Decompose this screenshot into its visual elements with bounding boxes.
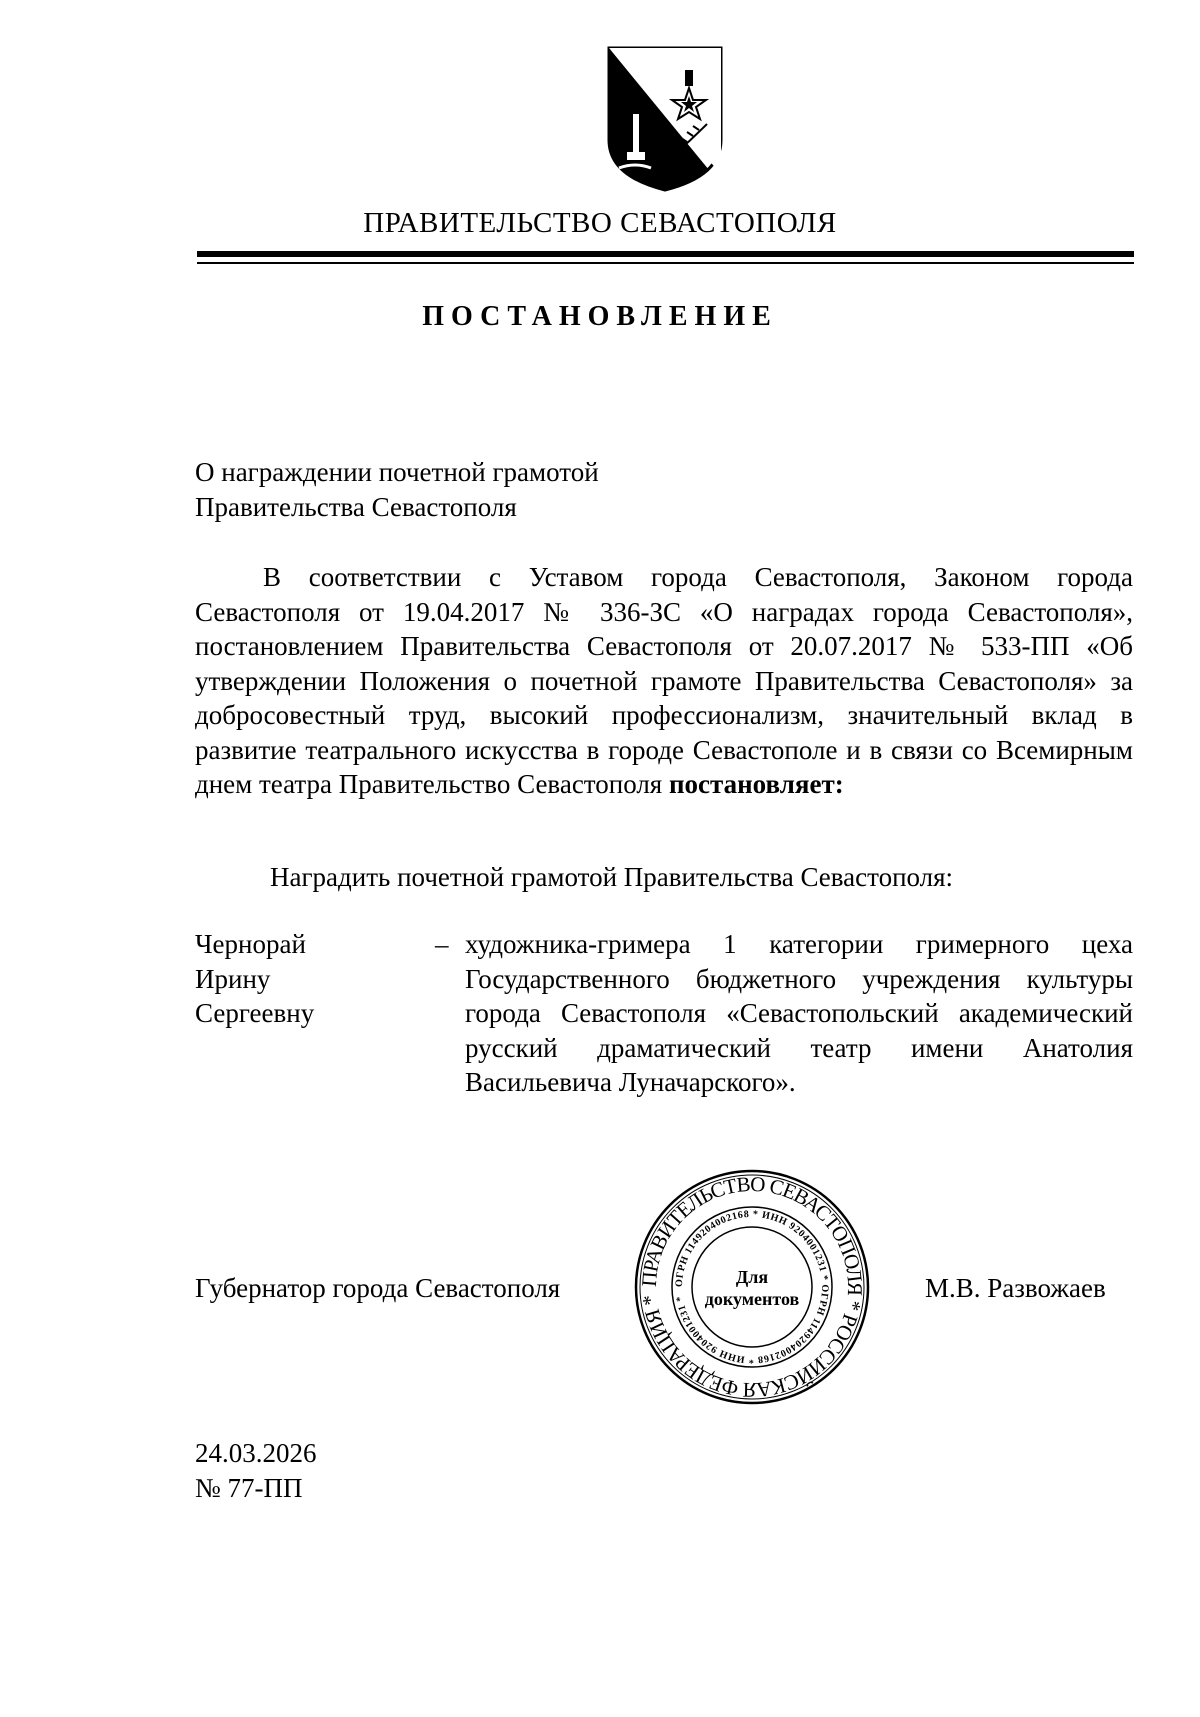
awardee-dash: –	[435, 929, 449, 959]
subject-line-1: О награждении почетной грамотой	[195, 457, 599, 487]
official-seal-stamp	[633, 1168, 871, 1406]
subject-line-2: Правительства Севастополя	[195, 492, 517, 522]
awardee-full-name	[195, 927, 314, 1031]
awardee-first-name: Ирину	[195, 963, 271, 994]
decree-word: постановляет:	[668, 769, 844, 799]
signatory-position: Губернатор города Севастополя	[195, 1273, 561, 1303]
sevastopol-coat-of-arms-icon	[605, 44, 725, 192]
header-rule-thin	[197, 262, 1134, 264]
document-type-heading: ПОСТАНОВЛЕНИЕ	[422, 301, 778, 332]
seal-center-line-1: Для	[735, 1267, 769, 1287]
document-number: № 77-ПП	[195, 1473, 303, 1503]
signatory-name: М.В. Развожаев	[925, 1273, 1106, 1303]
awardee-surname: Чернорай	[195, 929, 306, 959]
seal-center-line-2: документов	[704, 1289, 800, 1309]
preamble-paragraph	[195, 560, 1133, 802]
preamble-text: В соответствии с Уставом города Севастополя, Законом города Севастополя от 19.04.2017 № 336-ЗС «О наградах города Севастополя», постановлением Правительства Севастополя от 20.07.2017 № 533-ПП «Об утверждении Положения о почетной грамоте Правительства Севастополя» за добросовестный труд, высокий профессионализм, значительный вклад в развитие театрального искусства в городе Севастополе и в связи со Всемирным днем театра Правительство Севастополя	[195, 562, 1133, 799]
document-subject	[195, 455, 599, 525]
organization-title: ПРАВИТЕЛЬСТВО СЕВАСТОПОЛЯ	[363, 207, 837, 239]
seal-outer-text: ПРАВИТЕЛЬСТВО СЕВАСТОПОЛЯ * РОССИЙСКАЯ ФЕДЕРАЦИЯ *	[636, 1171, 868, 1403]
award-intro: Наградить почетной грамотой Правительства Севастополя:	[270, 862, 954, 892]
awardee-patronymic: Сергеевну	[195, 998, 315, 1028]
header-rule-thick	[197, 251, 1134, 257]
seal-inner-text: ОГРН 1149204002168 * ИНН 9204001231 * ОГРН 1149204002168 * ИНН 9204001231 *	[673, 1208, 831, 1366]
awardee-description: художника-гримера 1 категории гримерного цеха Государственного бюджетного учреждения культуры города Севастополя «Севастопольский академический русский драматический театр имени Анатолия Васильевича Луначарского».	[465, 929, 1133, 1097]
document-date: 24.03.2026	[195, 1438, 317, 1468]
